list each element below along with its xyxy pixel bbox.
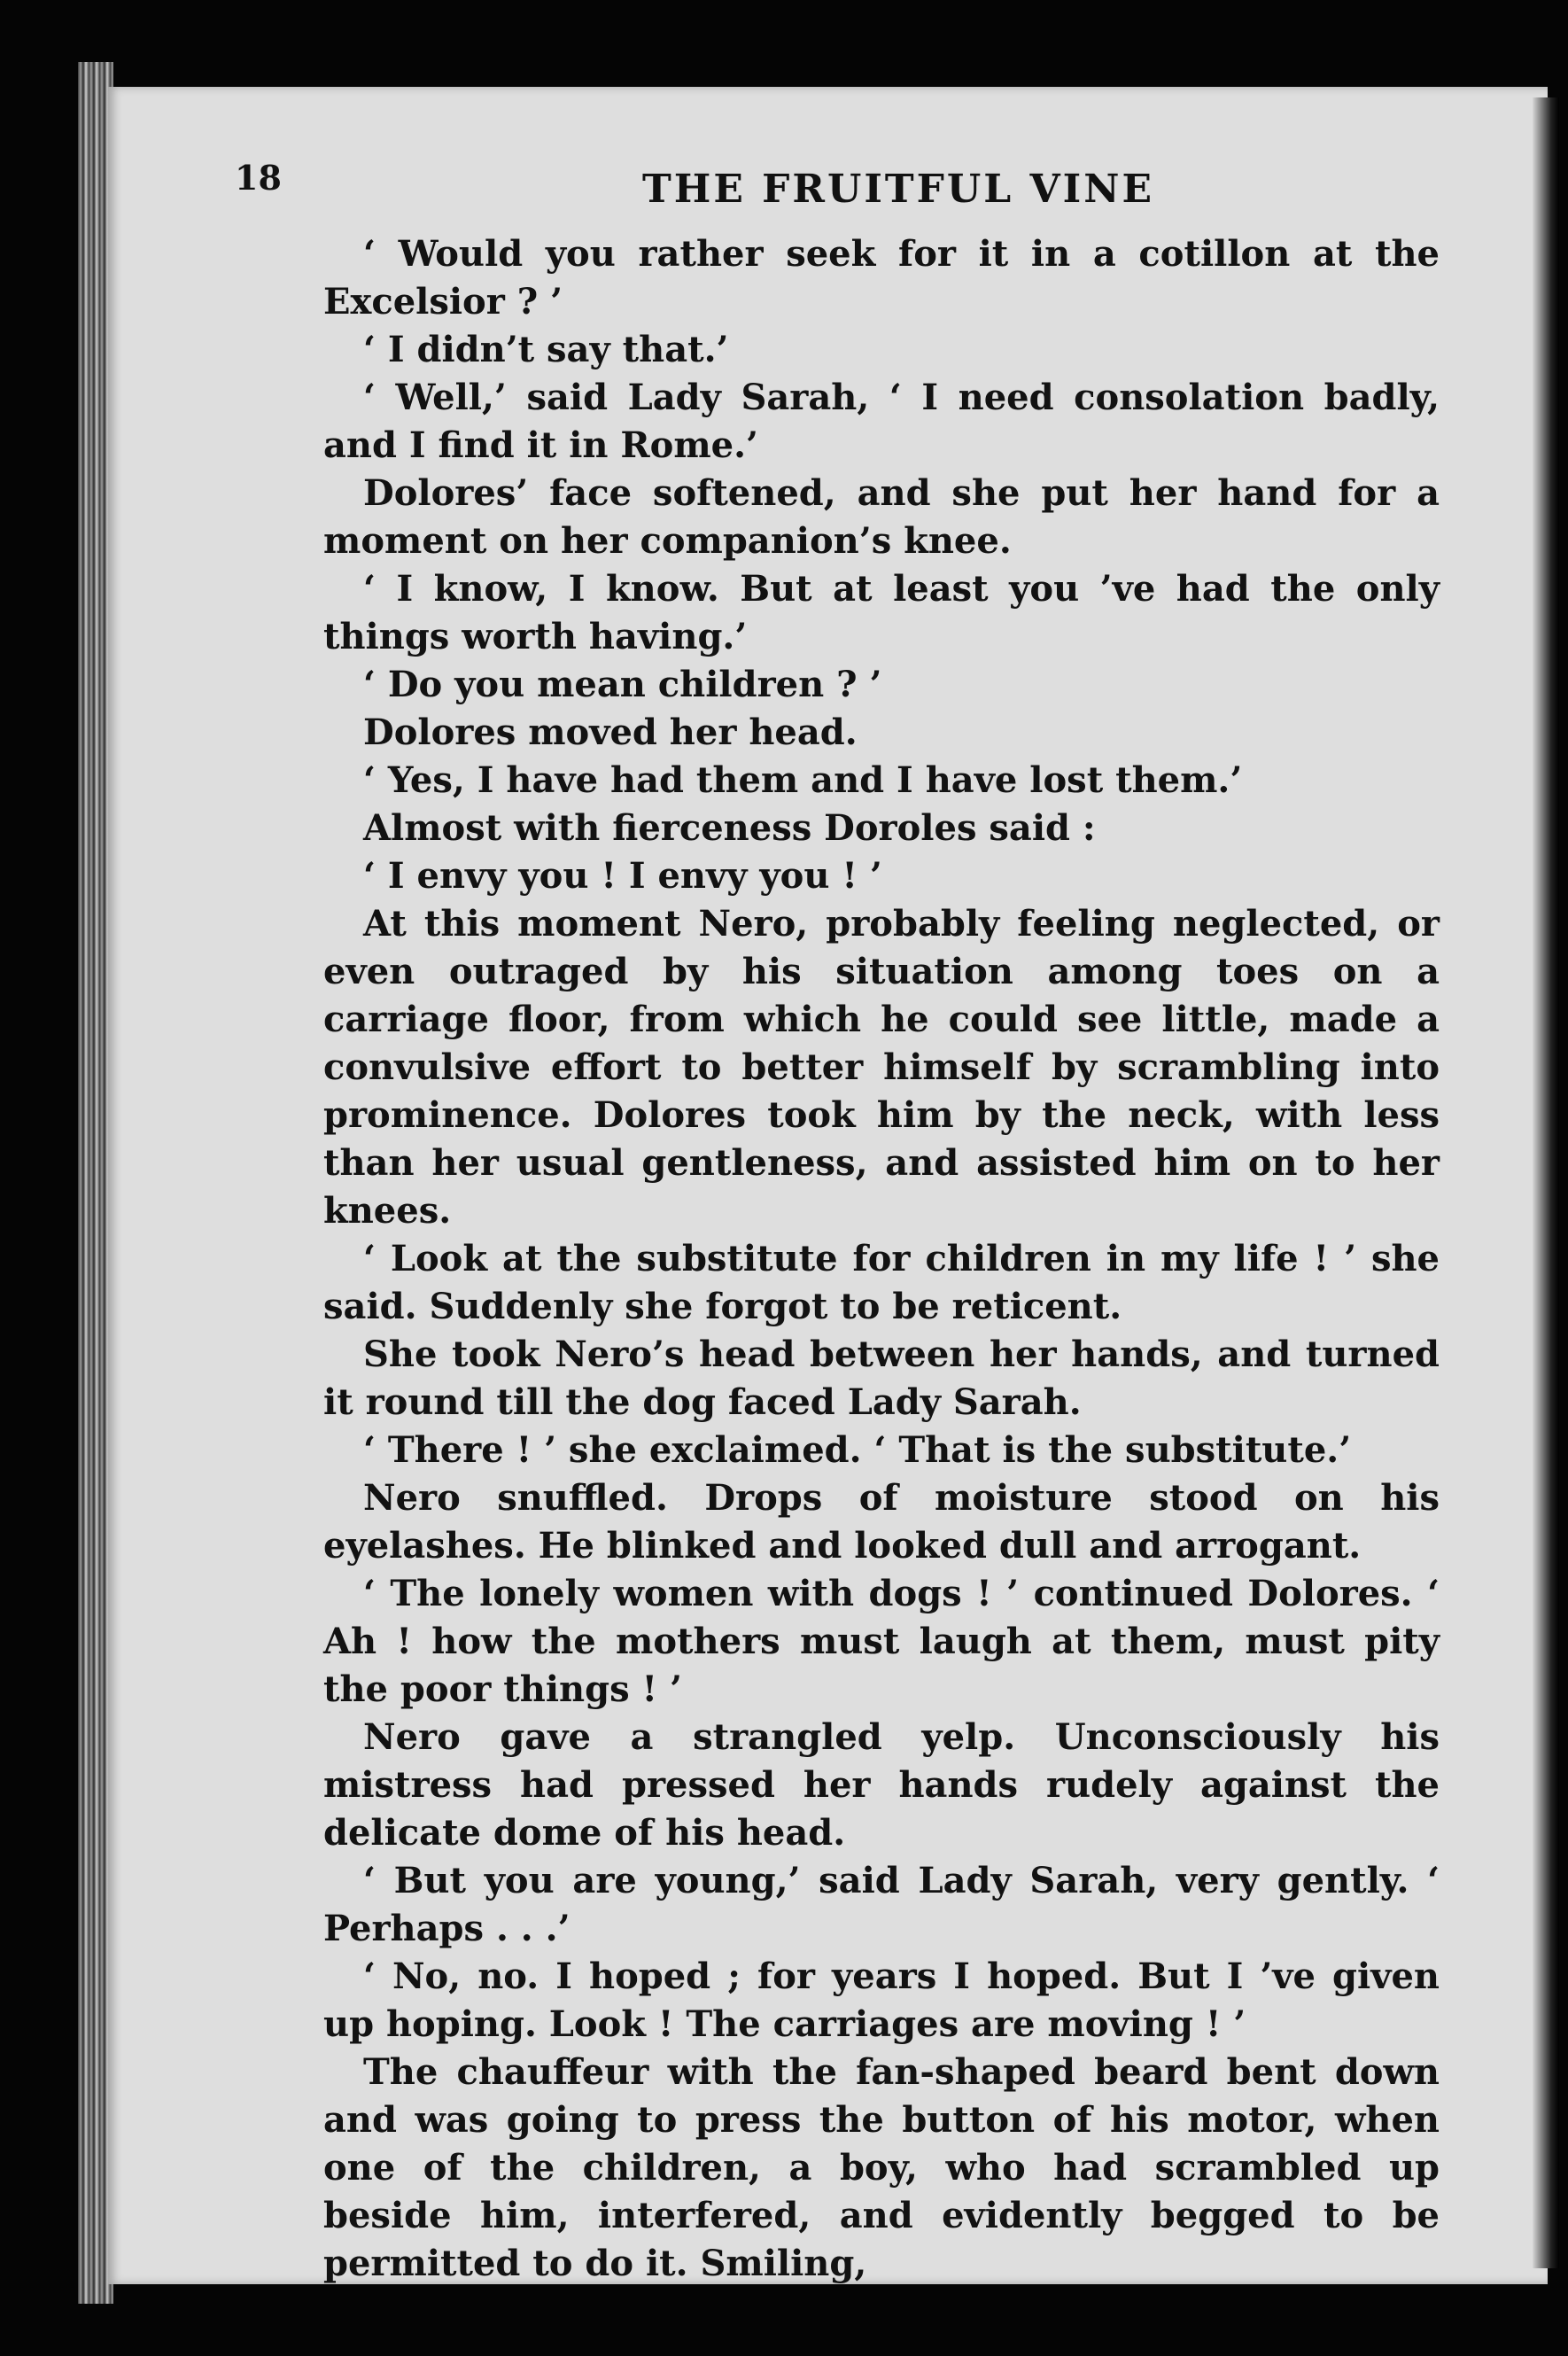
paragraph: Nero gave a strangled yelp. Unconsciously his mistress had pressed her hands rudely against the delicate dome of his head. bbox=[323, 1716, 1440, 1854]
paragraph: Nero snuffled. Drops of moisture stood on his eyelashes. He blinked and looked dull and arrogant. bbox=[323, 1477, 1440, 1567]
running-title: THE FRUITFUL VINE bbox=[642, 167, 1155, 212]
paragraph: ‘ I didn’t say that.’ bbox=[363, 329, 729, 370]
paragraph: Dolores’ face softened, and she put her hand for a moment on her companion’s knee. bbox=[323, 472, 1440, 562]
paragraph: ‘ I know, I know. But at least you ’ve had the only things worth having.’ bbox=[323, 568, 1440, 657]
page-number: 18 bbox=[235, 158, 282, 198]
paragraph: ‘ There ! ’ she exclaimed. ‘ That is the substitute.’ bbox=[363, 1429, 1352, 1471]
paragraph: ‘ Yes, I have had them and I have lost them.’ bbox=[363, 759, 1243, 801]
paragraph: Dolores moved her head. bbox=[363, 711, 858, 753]
paragraph: Almost with fierceness Doroles said : bbox=[363, 807, 1096, 849]
paragraph: ‘ But you are young,’ said Lady Sarah, very gently. ‘ Perhaps . . .’ bbox=[323, 1860, 1440, 1949]
paragraph: ‘ I envy you ! I envy you ! ’ bbox=[363, 855, 882, 897]
paragraph: ‘ Do you mean children ? ’ bbox=[363, 664, 882, 705]
paragraph: ‘ The lonely women with dogs ! ’ continued Dolores. ‘ Ah ! how the mothers must laugh at them, must pity the poor things ! ’ bbox=[323, 1573, 1440, 1710]
paragraph: ‘ Well,’ said Lady Sarah, ‘ I need consolation badly, and I find it in Rome.’ bbox=[323, 377, 1440, 466]
page-edge-shadow bbox=[1533, 97, 1559, 2268]
paragraph: At this moment Nero, probably feeling neglected, or even outraged by his situation among toes on a carriage floor, from which he could see little, made a convulsive effort to better himself by scrambling into prominence. Dolores took him by the neck, with less than her usual gentleness, and assisted him on to her knees. bbox=[323, 903, 1440, 1232]
page-header bbox=[235, 149, 1440, 220]
paragraph: ‘ Would you rather seek for it in a cotillon at the Excelsior ? ’ bbox=[323, 233, 1440, 323]
paragraph: The chauffeur with the fan-shaped beard bent down and was going to press the button of his motor, when one of the children, a boy, who had scrambled up beside him, interfered, and evidently begged to be permitted to do it. Smiling, bbox=[323, 2051, 1440, 2284]
paragraph: ‘ Look at the substitute for children in my life ! ’ she said. Suddenly she forgot to be reticent. bbox=[323, 1238, 1440, 1327]
body-text bbox=[323, 230, 1440, 2288]
paragraph: She took Nero’s head between her hands, and turned it round till the dog faced Lady Sarah. bbox=[323, 1334, 1440, 1423]
paragraph: ‘ No, no. I hoped ; for years I hoped. But I ’ve given up hoping. Look ! The carriages are moving ! ’ bbox=[323, 1956, 1440, 2045]
